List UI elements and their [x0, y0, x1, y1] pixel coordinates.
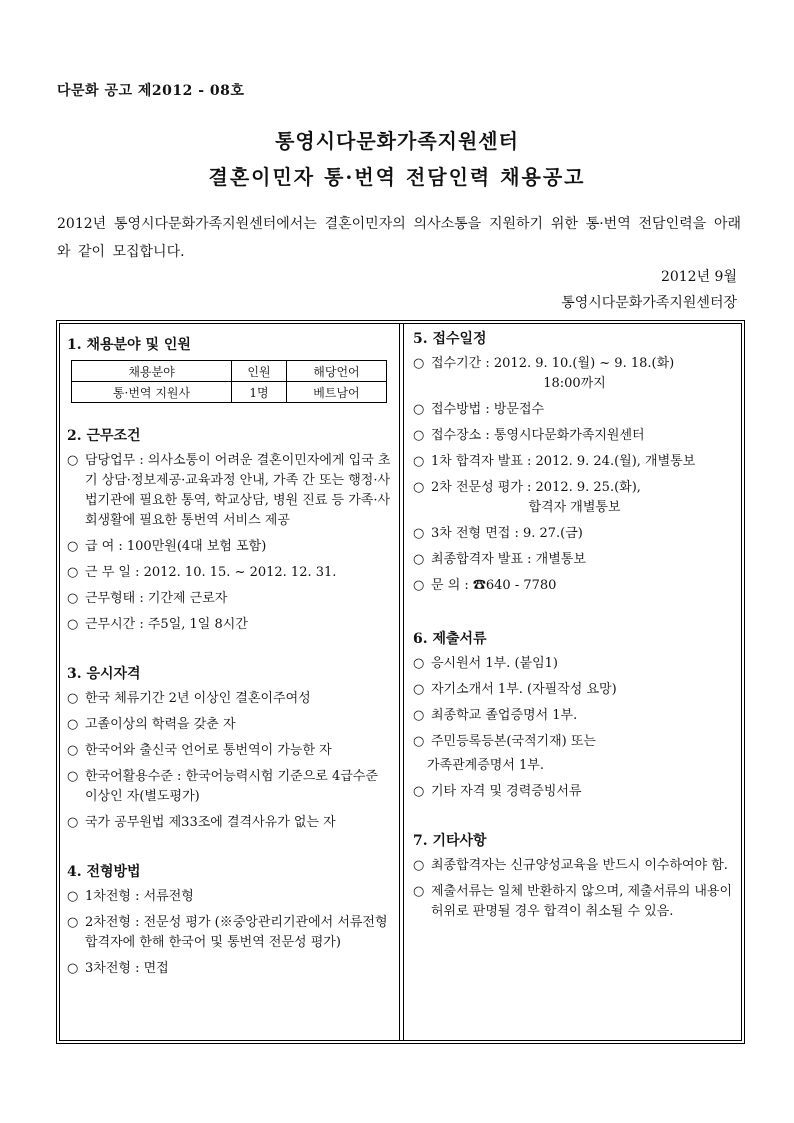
bullet-icon: ○: [413, 402, 425, 417]
bullet-icon: ○: [67, 691, 79, 706]
list-item: ○ 문 의 : ☎640 - 7780: [413, 576, 736, 596]
list-item: ○ 고졸이상의 학력을 갖춘 자: [67, 715, 391, 735]
issuer: 통영시다문화가족지원센터장: [561, 295, 737, 311]
positions-table: [71, 360, 387, 403]
bullet-icon: ○: [67, 961, 79, 976]
table-header-row: [72, 361, 387, 382]
section-6-heading: 6. 제출서류: [413, 631, 487, 647]
list-item: ○ 2차전형 : 전문성 평가 (※중앙관리기관에서 서류전형합격자에 한해 한국어 및 통번역 전문성 평가): [67, 915, 388, 950]
bullet-icon: ○: [67, 769, 79, 784]
left-column: [60, 324, 400, 1040]
title-organization: 통영시다문화가족지원센터: [275, 129, 519, 153]
bullet-icon: ○: [67, 889, 79, 904]
title-recruitment: 결혼이민자 통·번역 전담인력 채용공고: [208, 165, 586, 189]
bullet-icon: ○: [67, 565, 79, 580]
list-item: ○ 3차전형 : 면접: [67, 959, 391, 979]
list-item: ○ 접수기간 : 2012. 9. 10.(월) ~ 9. 18.(화): [413, 354, 736, 374]
intro-paragraph: 2012년 통영시다문화가족지원센터에서는 결혼이민자의 의사소통을 지원하기 위한 통·번역 전담인력을 아래와 같이 모집합니다.: [57, 216, 741, 260]
bullet-icon: ○: [67, 815, 79, 830]
list-item: ○ 근 무 일 : 2012. 10. 15. ~ 2012. 12. 31.: [67, 563, 391, 583]
second-eval-note: 합격자 개별통보: [528, 500, 621, 515]
list-item: ○ 급 여 : 100만원(4대 보험 포함): [67, 537, 391, 557]
section-4-heading: 4. 전형방법: [67, 864, 141, 880]
list-item: ○ 자기소개서 1부. (자필작성 요망): [413, 680, 736, 700]
resident-continuation: 가족관계증명서 1부.: [427, 758, 544, 773]
bullet-icon: ○: [413, 708, 425, 723]
table-row: [72, 382, 387, 403]
right-column: [403, 324, 744, 1040]
bullet-icon: ○: [413, 656, 425, 671]
list-item: ○ 최종합격자 발표 : 개별통보: [413, 550, 736, 570]
bullet-icon: ○: [67, 539, 79, 554]
table-cell: 베트남어: [286, 382, 386, 403]
bullet-icon: ○: [413, 454, 425, 469]
period-time: 18:00까지: [543, 376, 606, 391]
bullet-icon: ○: [67, 591, 79, 606]
list-item: ○ 응시원서 1부. (붙임1): [413, 654, 736, 674]
list-item: ○ 담당업무 : 의사소통이 어려운 결혼이민자에게 입국 초기 상담·정보제공·교육과정 안내, 가족 간 또는 행정·사법기관에 필요한 통역, 학교상담, 병원 진료 등 가족·사회생활에 필요한 통번역 서비스 제공: [67, 453, 391, 528]
table-header-cell: 해당언어: [286, 361, 386, 382]
section-7-heading: 7. 기타사항: [413, 833, 487, 849]
list-item: ○ 근무시간 : 주5일, 1일 8시간: [67, 615, 391, 635]
bullet-icon: ○: [413, 552, 425, 567]
bullet-icon: ○: [413, 480, 425, 495]
notice-number: 다문화 공고 제2012 - 08호: [57, 83, 245, 99]
list-item: ○ 접수장소 : 통영시다문화가족지원센터: [413, 426, 736, 446]
list-item: ○ 한국어와 출신국 언어로 통번역이 가능한 자: [67, 741, 391, 761]
table-header-cell: 인원: [232, 361, 287, 382]
bullet-icon: ○: [67, 717, 79, 732]
bullet-icon: ○: [413, 526, 425, 541]
list-item: ○ 국가 공무원법 제33조에 결격사유가 없는 자: [67, 813, 391, 833]
section-5-heading: 5. 접수일정: [413, 331, 487, 347]
bullet-icon: ○: [67, 743, 79, 758]
bullet-icon: ○: [413, 428, 425, 443]
section-2-heading: 2. 근무조건: [67, 428, 141, 444]
list-item: ○ 1차 합격자 발표 : 2012. 9. 24.(월), 개별통보: [413, 452, 736, 472]
list-item: ○ 주민등록등본(국적기재) 또는: [413, 732, 736, 752]
bullet-icon: ○: [413, 578, 425, 593]
list-item: ○ 한국 체류기간 2년 이상인 결혼이주여성: [67, 689, 391, 709]
list-item: ○ 기타 자격 및 경력증빙서류: [413, 782, 736, 802]
bullet-icon: ○: [413, 858, 425, 873]
bullet-icon: ○: [67, 617, 79, 632]
details-box: [59, 323, 742, 1041]
list-item: ○ 한국어활용수준 : 한국어능력시험 기준으로 4급수준 이상인 자(별도평가): [67, 769, 378, 804]
list-item: ○ 3차 전형 면접 : 9. 27.(금): [413, 524, 736, 544]
bullet-icon: ○: [413, 682, 425, 697]
list-item: ○ 2차 전문성 평가 : 2012. 9. 25.(화),: [413, 478, 736, 498]
table-cell: 통·번역 지원사: [72, 382, 232, 403]
list-item: ○ 제출서류는 일체 반환하지 않으며, 제출서류의 내용이 허위로 판명될 경우 합격이 취소될 수 있음.: [413, 884, 733, 919]
list-item: ○ 1차전형 : 서류전형: [67, 887, 391, 907]
table-header-cell: 채용분야: [72, 361, 232, 382]
section-1-heading: 1. 채용분야 및 인원: [67, 337, 191, 353]
bullet-icon: ○: [413, 784, 425, 799]
list-item: ○ 최종합격자는 신규양성교육을 반드시 이수하여야 함.: [413, 856, 736, 876]
list-item: ○ 최종학교 졸업증명서 1부.: [413, 706, 736, 726]
bullet-icon: ○: [67, 453, 79, 468]
list-item: ○ 근무형태 : 기간제 근로자: [67, 589, 391, 609]
list-item: ○ 접수방법 : 방문접수: [413, 400, 736, 420]
bullet-icon: ○: [413, 734, 425, 749]
table-cell: 1명: [232, 382, 287, 403]
section-3-heading: 3. 응시자격: [67, 666, 141, 682]
notice-date: 2012년 9월: [660, 269, 737, 285]
bullet-icon: ○: [413, 884, 425, 899]
bullet-icon: ○: [413, 356, 425, 371]
bullet-icon: ○: [67, 915, 79, 930]
